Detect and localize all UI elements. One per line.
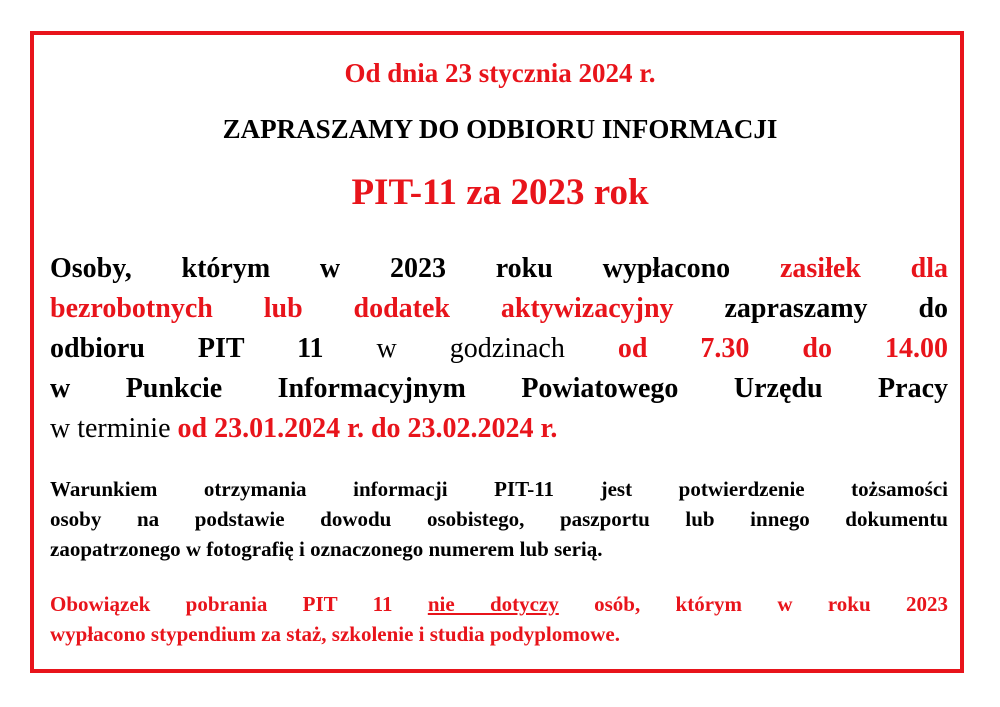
main-paragraph-line	[50, 369, 948, 409]
date-range-highlight: od 23.01.2024 r. do 23.02.2024 r.	[177, 413, 558, 444]
main-paragraph	[50, 249, 948, 449]
main-text: zapraszamy do	[724, 293, 949, 324]
exemption-line: wypłacono stypendium za staż, szkolenie i studia podyplomowe.	[50, 622, 620, 646]
main-text: odbioru PIT 11	[50, 333, 324, 364]
conditions-line: zaopatrzonego w fotografię i oznaczonego numerem lub serią.	[50, 537, 603, 561]
conditions-paragraph	[50, 474, 948, 564]
not-applicable-underlined: nie dotyczy	[427, 592, 559, 616]
invitation-heading: ZAPRASZAMY DO ODBIORU INFORMACJI	[222, 114, 778, 144]
location-text: w Punkcie Informacyjnym Powiatowego Urzędu Pracy	[50, 373, 948, 404]
main-text: Osoby, którym w 2023 roku wypłacono	[50, 253, 731, 284]
conditions-line: osoby na podstawie dowodu osobistego, paszportu lub innego dokumentu	[50, 507, 948, 531]
main-text: w terminie	[50, 413, 171, 444]
main-paragraph-line	[50, 289, 948, 329]
exemption-paragraph	[50, 589, 948, 649]
benefit-highlight: zasiłek dla	[779, 253, 949, 284]
main-paragraph-line	[50, 409, 948, 449]
main-paragraph-line	[50, 249, 948, 289]
exemption-text: Obowiązek pobrania PIT 11	[50, 592, 393, 616]
pit-heading: PIT-11 za 2023 rok	[351, 172, 649, 213]
date-heading: Od dnia 23 stycznia 2024 r.	[344, 58, 656, 88]
main-text: w godzinach	[376, 333, 565, 364]
conditions-line: Warunkiem otrzymania informacji PIT-11 jest potwierdzenie tożsamości	[50, 477, 948, 501]
exemption-text: osób, którym w roku 2023	[594, 592, 948, 616]
hours-highlight: od 7.30 do 14.00	[617, 333, 948, 364]
benefit-highlight: bezrobotnych lub dodatek aktywizacyjny	[50, 293, 674, 324]
main-paragraph-line	[50, 329, 948, 369]
exemption-line	[50, 589, 948, 619]
